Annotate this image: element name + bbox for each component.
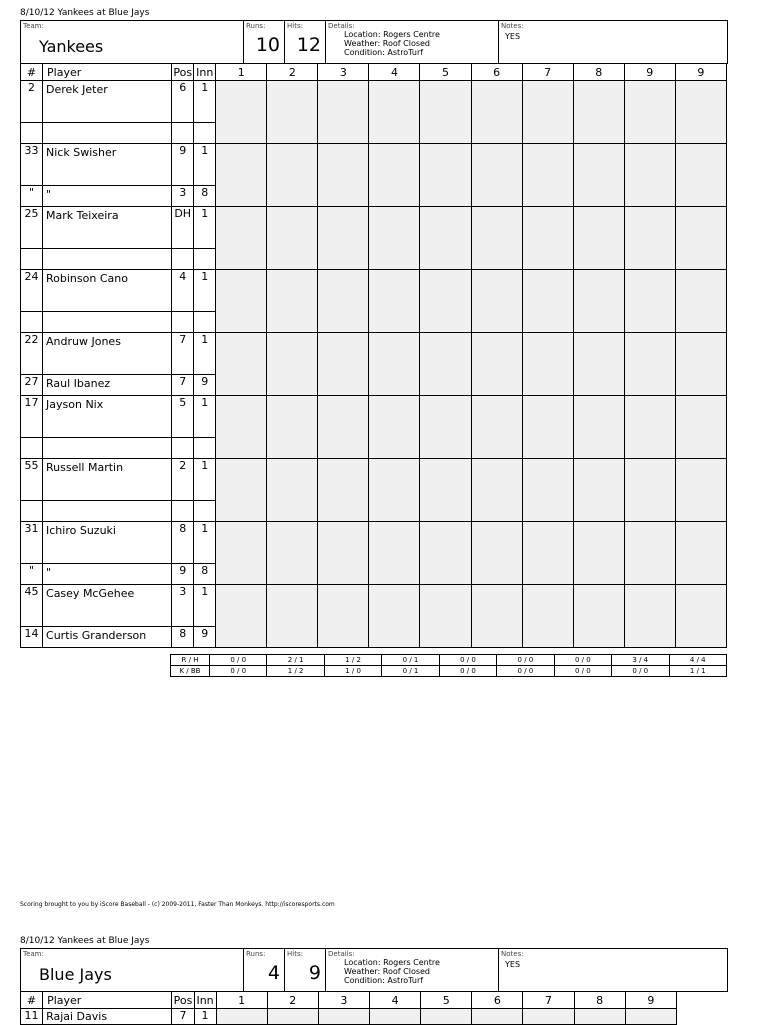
scorecard-cell [420, 81, 471, 144]
player-number: 45 [21, 585, 43, 627]
inning-header: 4 [369, 64, 420, 81]
scorecard-cell [471, 144, 522, 207]
scorecard-cell [420, 333, 471, 396]
scorecard-cell [267, 207, 318, 270]
player-inning: 1 [194, 585, 216, 627]
player-number: 55 [21, 459, 43, 501]
player-inning: 9 [194, 627, 216, 648]
hits-caption: Hits: [287, 950, 303, 958]
location: Location: Rogers Centre [344, 30, 440, 39]
scorecard-cell [216, 396, 267, 459]
player-number [21, 501, 43, 522]
player-number [21, 249, 43, 270]
table-row [21, 333, 727, 375]
scorecard-cell [369, 585, 420, 648]
details-block [344, 958, 440, 985]
scorecard-cell [318, 396, 369, 459]
scorecard-cell [420, 207, 471, 270]
runs-caption: Runs: [246, 950, 266, 958]
player-position: DH [172, 207, 194, 249]
player-name [43, 438, 172, 459]
inning-header: 1 [216, 992, 267, 1009]
scorecard-cell [318, 207, 369, 270]
table-row [21, 585, 727, 627]
stat-value: 1 / 0 [324, 666, 381, 677]
scorecard-cell [267, 81, 318, 144]
player-inning [194, 438, 216, 459]
scorecard-cell [624, 144, 675, 207]
notes-value: YES [505, 960, 521, 969]
stat-value: 4 / 4 [669, 655, 727, 666]
table-row [21, 270, 727, 312]
player-number: 31 [21, 522, 43, 564]
scorecard-cell [624, 270, 675, 333]
scorecard-cell [573, 207, 624, 270]
page2-title: 8/10/12 Yankees at Blue Jays [20, 936, 150, 946]
player-position: 8 [172, 627, 194, 648]
player-name: Curtis Granderson [43, 627, 172, 648]
scorecard-cell [216, 81, 267, 144]
inning-header: 8 [574, 992, 625, 1009]
col-player: Player [43, 64, 172, 81]
stat-label: R / H [171, 655, 210, 666]
player-number: 24 [21, 270, 43, 312]
inning-header: 2 [267, 992, 318, 1009]
scorecard-cell [471, 270, 522, 333]
details-caption: Details: [328, 22, 355, 30]
stat-value: 0 / 0 [554, 655, 611, 666]
condition: Condition: AstroTurf [344, 976, 424, 985]
scorecard-cell [573, 144, 624, 207]
home-team-header [20, 948, 728, 992]
team-name: Yankees [39, 37, 104, 56]
stat-value: 1 / 1 [669, 666, 727, 677]
inning-header: 4 [370, 992, 421, 1009]
inning-header: 8 [573, 64, 624, 81]
player-inning: 9 [194, 375, 216, 396]
player-position: 4 [172, 270, 194, 312]
scorecard-cell [216, 333, 267, 396]
scorecard-cell [522, 585, 573, 648]
scorecard-cell [522, 333, 573, 396]
notes-caption: Notes: [501, 22, 524, 30]
player-position [172, 312, 194, 333]
scorecard-cell [318, 459, 369, 522]
player-inning: 1 [194, 396, 216, 438]
inning-header: 9 [675, 64, 726, 81]
scorecard-cell [624, 459, 675, 522]
runs-caption: Runs: [246, 22, 266, 30]
scorecard-cell [420, 522, 471, 585]
stat-value: 0 / 1 [382, 655, 439, 666]
player-number: 22 [21, 333, 43, 375]
inning-header: 9 [625, 992, 676, 1009]
scorecard-cell [522, 522, 573, 585]
scorecard-cell [471, 396, 522, 459]
player-inning [194, 249, 216, 270]
inning-header: 1 [216, 64, 267, 81]
scorecard-cell [471, 459, 522, 522]
player-position [172, 249, 194, 270]
stat-value: 0 / 0 [210, 666, 267, 677]
table-row [21, 459, 727, 501]
inning-header: 7 [522, 64, 573, 81]
scorecard-cell [624, 81, 675, 144]
player-name: Casey McGehee [43, 585, 172, 627]
scorecard-cell [522, 396, 573, 459]
scorecard-cell [675, 207, 726, 270]
player-inning: 8 [194, 564, 216, 585]
stat-value: 3 / 4 [612, 655, 669, 666]
inning-header: 3 [318, 64, 369, 81]
inning-header: 5 [421, 992, 472, 1009]
footer-credit: Scoring brought to you by iScore Baseball - (c) 2009-2011, Faster Than Monkeys. http://iscoresports.com [20, 901, 335, 908]
inning-header: 3 [318, 992, 369, 1009]
inning-header: 2 [267, 64, 318, 81]
scorecard-cell [369, 459, 420, 522]
scorecard-cell [624, 333, 675, 396]
scorecard-cell [318, 333, 369, 396]
player-inning [194, 312, 216, 333]
scorecard-cell [675, 459, 726, 522]
notes-value: YES [505, 32, 521, 41]
scorecard-cell [216, 459, 267, 522]
player-inning: 1 [194, 333, 216, 375]
scorecard-cell [369, 522, 420, 585]
scorecard-cell [420, 585, 471, 648]
player-inning: 1 [194, 207, 216, 249]
inning-header: 6 [472, 992, 523, 1009]
stat-value: 0 / 0 [612, 666, 669, 677]
stat-value: 0 / 0 [439, 655, 496, 666]
table-row [21, 144, 727, 186]
stat-value: 0 / 0 [210, 655, 267, 666]
scorecard-cell [216, 270, 267, 333]
scorecard-cell [471, 81, 522, 144]
scorecard-cell [267, 333, 318, 396]
player-inning: 8 [194, 186, 216, 207]
player-name [43, 312, 172, 333]
scorecard-cell [318, 270, 369, 333]
player-name: " [43, 186, 172, 207]
team-caption: Team: [23, 950, 44, 958]
team-name: Blue Jays [39, 965, 112, 984]
scorecard-cell [573, 270, 624, 333]
inning-header: 9 [624, 64, 675, 81]
player-inning: 1 [194, 459, 216, 501]
scorecard-cell [369, 396, 420, 459]
scorecard-cell [471, 522, 522, 585]
scorecard-cell [573, 81, 624, 144]
scorecard-cell [522, 81, 573, 144]
weather: Weather: Roof Closed [344, 967, 430, 976]
player-position: 7 [172, 1009, 194, 1025]
player-name: Mark Teixeira [43, 207, 172, 249]
player-name: Robinson Cano [43, 270, 172, 312]
scorecard-cell [267, 396, 318, 459]
player-position: 2 [172, 459, 194, 501]
inning-header: 5 [420, 64, 471, 81]
scorecard-cell [522, 270, 573, 333]
scorecard-cell [369, 144, 420, 207]
hits-caption: Hits: [287, 22, 303, 30]
stat-label: K / BB [171, 666, 210, 677]
player-number: 27 [21, 375, 43, 396]
runs-value: 10 [255, 34, 280, 56]
stat-value: 0 / 0 [439, 666, 496, 677]
scorecard-cell [318, 522, 369, 585]
scorecard-cell [369, 270, 420, 333]
weather: Weather: Roof Closed [344, 39, 430, 48]
scorecard-cell [675, 81, 726, 144]
scorecard-cell [369, 207, 420, 270]
player-inning: 1 [194, 81, 216, 123]
scorecard-cell [267, 270, 318, 333]
player-name: Raul Ibanez [43, 375, 172, 396]
scorecard-cell [420, 459, 471, 522]
scorecard-cell [420, 270, 471, 333]
player-name: Derek Jeter [43, 81, 172, 123]
player-number: " [21, 564, 43, 585]
team-caption: Team: [23, 22, 44, 30]
inning-header: 6 [471, 64, 522, 81]
scorecard-cell [267, 522, 318, 585]
col-player: Player [43, 992, 172, 1009]
scorecard-cell [420, 396, 471, 459]
player-position: 5 [172, 396, 194, 438]
player-position: 6 [172, 81, 194, 123]
scorecard-cell [522, 459, 573, 522]
scorecard-cell [267, 144, 318, 207]
player-inning [194, 501, 216, 522]
home-scorecard [20, 991, 677, 1025]
scorecard-cell [573, 396, 624, 459]
col-inn: Inn [194, 64, 216, 81]
player-number: 17 [21, 396, 43, 438]
scorecard-cell [675, 144, 726, 207]
scorecard-cell [624, 207, 675, 270]
runs-value: 4 [267, 962, 280, 984]
scorecard-cell [522, 207, 573, 270]
col-num: # [21, 64, 43, 81]
scorecard-cell [216, 144, 267, 207]
col-pos: Pos [173, 65, 193, 79]
player-position [172, 123, 194, 144]
stat-value: 0 / 0 [497, 666, 554, 677]
player-name [43, 249, 172, 270]
player-number: 11 [21, 1009, 43, 1025]
stat-value: 2 / 1 [267, 655, 324, 666]
inning-stats [170, 654, 727, 677]
player-number: 33 [21, 144, 43, 186]
col-inn: Inn [194, 992, 216, 1009]
player-name [43, 123, 172, 144]
player-name: Ichiro Suzuki [43, 522, 172, 564]
scorecard-cell [420, 144, 471, 207]
player-position: 8 [172, 522, 194, 564]
player-inning: 1 [194, 522, 216, 564]
player-position: 3 [172, 585, 194, 627]
scorecard-cell [522, 144, 573, 207]
player-number: 25 [21, 207, 43, 249]
scorecard-cell [675, 270, 726, 333]
scorecard-cell [318, 81, 369, 144]
table-row [21, 81, 727, 123]
player-position: 3 [172, 186, 194, 207]
scorecard-cell [471, 207, 522, 270]
stat-value: 1 / 2 [267, 666, 324, 677]
details-block [344, 30, 440, 57]
player-position: 7 [172, 375, 194, 396]
stat-value: 0 / 1 [382, 666, 439, 677]
hits-value: 12 [296, 34, 321, 56]
player-name: " [43, 564, 172, 585]
location: Location: Rogers Centre [344, 958, 440, 967]
player-name: Jayson Nix [43, 396, 172, 438]
scorecard-cell [624, 396, 675, 459]
scorecard-cell [675, 522, 726, 585]
scorecard-cell [624, 522, 675, 585]
player-number [21, 438, 43, 459]
player-name: Russell Martin [43, 459, 172, 501]
table-row [21, 522, 727, 564]
player-name [43, 501, 172, 522]
details-caption: Details: [328, 950, 355, 958]
player-number: 14 [21, 627, 43, 648]
player-name: Nick Swisher [43, 144, 172, 186]
player-inning [194, 123, 216, 144]
player-position: 7 [172, 333, 194, 375]
scorecard-cell [471, 585, 522, 648]
scorecard-cell [216, 207, 267, 270]
scorecard-cell [573, 333, 624, 396]
stat-value: 0 / 0 [497, 655, 554, 666]
scorecard-cell [573, 459, 624, 522]
table-row [21, 396, 727, 438]
player-number [21, 312, 43, 333]
player-position: 9 [172, 564, 194, 585]
scorecard-cell [573, 522, 624, 585]
player-number: 2 [21, 81, 43, 123]
scorecard-cell [573, 585, 624, 648]
col-num: # [21, 992, 43, 1009]
notes-caption: Notes: [501, 950, 524, 958]
scorecard-cell [675, 396, 726, 459]
player-position [172, 438, 194, 459]
scorecard-cell [216, 522, 267, 585]
scorecard-cell [318, 585, 369, 648]
scorecard-cell [675, 585, 726, 648]
away-scorecard [20, 63, 727, 648]
player-inning: 1 [194, 144, 216, 186]
player-inning: 1 [194, 1009, 216, 1025]
inning-header: 7 [523, 992, 574, 1009]
away-team-header [20, 20, 728, 64]
scorecard-cell [471, 333, 522, 396]
table-row [21, 207, 727, 249]
player-number [21, 123, 43, 144]
player-number: " [21, 186, 43, 207]
player-inning: 1 [194, 270, 216, 312]
scorecard-cell [369, 81, 420, 144]
scorecard-cell [624, 585, 675, 648]
player-position: 9 [172, 144, 194, 186]
hits-value: 9 [308, 962, 321, 984]
condition: Condition: AstroTurf [344, 48, 424, 57]
page-title: 8/10/12 Yankees at Blue Jays [20, 8, 150, 18]
scorecard-cell [369, 333, 420, 396]
player-position [172, 501, 194, 522]
col-pos: Pos [173, 993, 193, 1007]
scorecard-cell [216, 585, 267, 648]
stat-value: 0 / 0 [554, 666, 611, 677]
stat-value: 1 / 2 [324, 655, 381, 666]
player-name: Andruw Jones [43, 333, 172, 375]
scorecard-cell [318, 144, 369, 207]
player-name: Rajai Davis [43, 1009, 172, 1025]
scorecard-cell [267, 459, 318, 522]
scorecard-cell [267, 585, 318, 648]
scorecard-cell [675, 333, 726, 396]
